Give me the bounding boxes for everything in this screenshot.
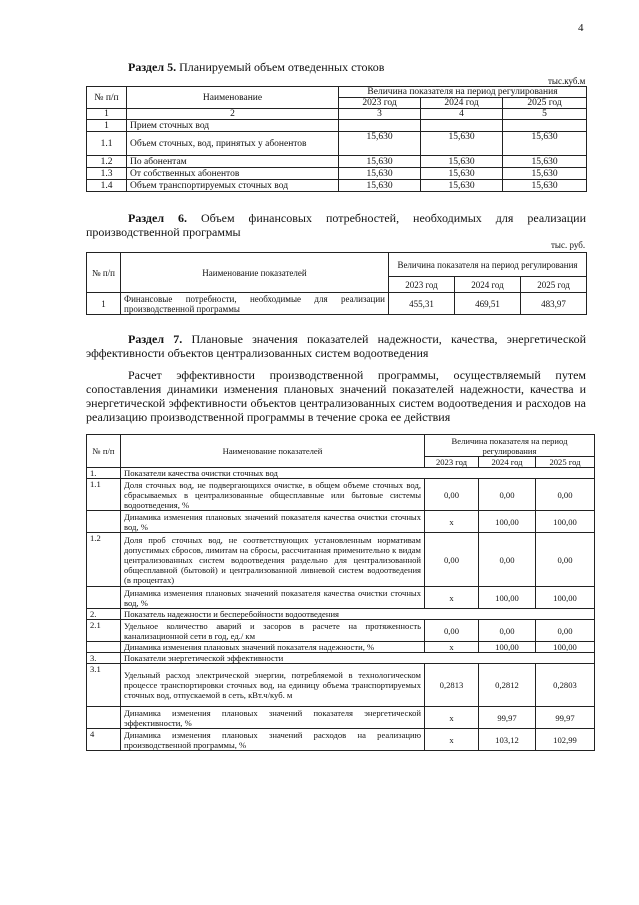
row-value: 99,97 (536, 707, 595, 729)
group-heading: Показатели энергетической эффективности (121, 653, 595, 664)
header-name: Наименование (127, 87, 339, 109)
row-value: 15,630 (339, 156, 421, 168)
row-num: 2.1 (87, 620, 121, 642)
row-num: 1.2 (87, 156, 127, 168)
row-num: 3. (87, 653, 121, 664)
header-year-2024: 2024 год (455, 277, 521, 293)
row-name: Динамика изменения плановых значений расходов на реализацию производственной программы, % (121, 729, 425, 751)
row-value: 483,97 (521, 293, 587, 315)
row-name: Доля проб сточных вод, не соответствующих установленным нормативам допустимых сбросов, лимитам на сбросы, рассчитанная применительно к видам централизованных систем водоотведения раздельно для централизованной общесплавной (бытовой) и централизованной ливневой систем водоотведения (в процентах) (121, 533, 425, 587)
section7-label: Раздел 7. (128, 332, 183, 346)
section6-heading (86, 211, 586, 239)
row-num: 1.2 (87, 533, 121, 587)
row-value: 15,630 (503, 156, 587, 168)
row-value: 469,51 (455, 293, 521, 315)
table-row (87, 293, 587, 315)
header-name: Наименование показателей (121, 435, 425, 468)
row-value (421, 120, 503, 132)
row-value: 455,31 (389, 293, 455, 315)
section6-unit: тыс. руб. (551, 240, 586, 250)
row-num: 1.1 (87, 132, 127, 156)
row-name: Удельное количество аварий и засоров в расчете на протяженность канализационной сети в год, ед./ км (121, 620, 425, 642)
row-num (87, 642, 121, 653)
table-row (87, 511, 595, 533)
table-row (87, 120, 587, 132)
index-cell: 1 (87, 109, 127, 120)
table-row (87, 587, 595, 609)
header-value-group: Величина показателя на период регулирования (425, 435, 595, 457)
row-num: 1 (87, 120, 127, 132)
row-value (503, 120, 587, 132)
row-value: 0,2813 (425, 664, 479, 707)
section6-label: Раздел 6. (128, 211, 188, 225)
row-value: 99,97 (479, 707, 536, 729)
table-row (87, 642, 595, 653)
row-value: 100,00 (479, 587, 536, 609)
row-name: Динамика изменения плановых значений показателя энергетической эффективности, % (121, 707, 425, 729)
table-row (87, 729, 595, 751)
table-row (87, 468, 595, 479)
header-year-2025: 2025 год (503, 98, 587, 109)
row-name: От собственных абонентов (127, 168, 339, 180)
section5-table (86, 86, 587, 192)
row-value: 15,630 (421, 132, 503, 156)
row-value: 15,630 (503, 180, 587, 192)
row-value: 100,00 (479, 511, 536, 533)
header-num: № п/п (87, 253, 121, 293)
row-value: х (425, 511, 479, 533)
section5-heading (128, 60, 384, 74)
row-value: 15,630 (421, 180, 503, 192)
row-value: 15,630 (339, 168, 421, 180)
row-value: 15,630 (339, 132, 421, 156)
row-num (87, 587, 121, 609)
row-name: Прием сточных вод (127, 120, 339, 132)
row-name: Динамика изменения плановых значений показателя надежности, % (121, 642, 425, 653)
section5-unit: тыс.куб.м (548, 76, 586, 86)
table-row (87, 533, 595, 587)
page-number: 4 (578, 22, 584, 34)
row-value: 0,00 (536, 479, 595, 511)
row-value: 103,12 (479, 729, 536, 751)
row-name: Финансовые потребности, необходимые для реализации производственной программы (121, 293, 389, 315)
group-heading: Показатели качества очистки сточных вод (121, 468, 595, 479)
header-year-2025: 2025 год (521, 277, 587, 293)
row-value (339, 120, 421, 132)
row-value: 0,00 (536, 620, 595, 642)
table-row (87, 707, 595, 729)
section6-title: Объем финансовых потребностей, необходимых для реализации производственной программы (86, 211, 586, 239)
table-row (87, 479, 595, 511)
section7-heading (86, 332, 586, 360)
row-value: 100,00 (536, 587, 595, 609)
row-name: По абонентам (127, 156, 339, 168)
row-value: 0,00 (536, 533, 595, 587)
row-value: 15,630 (421, 156, 503, 168)
row-value: 100,00 (479, 642, 536, 653)
row-value: 100,00 (536, 511, 595, 533)
row-num: 2. (87, 609, 121, 620)
index-cell: 5 (503, 109, 587, 120)
row-value: 0,00 (479, 533, 536, 587)
row-value: 0,00 (479, 620, 536, 642)
row-value: 15,630 (503, 132, 587, 156)
table-row (87, 620, 595, 642)
row-value: 15,630 (421, 168, 503, 180)
table-row (87, 156, 587, 168)
row-value: 0,2812 (479, 664, 536, 707)
section5-label: Раздел 5. (128, 60, 177, 74)
row-value: 102,99 (536, 729, 595, 751)
row-value: 0,2803 (536, 664, 595, 707)
header-year-2024: 2024 год (479, 457, 536, 468)
row-num: 3.1 (87, 664, 121, 707)
header-num: № п/п (87, 87, 127, 109)
row-value: 0,00 (425, 620, 479, 642)
row-num (87, 707, 121, 729)
row-name: Объем транспортируемых сточных вод (127, 180, 339, 192)
section6-table (86, 252, 587, 315)
row-value: 0,00 (425, 533, 479, 587)
row-num: 1 (87, 293, 121, 315)
section7-paragraph: Расчет эффективности производственной программы, осуществляемый путем сопоставления динамики изменения плановых значений показателей надежности, качества и энергетической эффективности объектов централизованных систем водоотведения и расходов на реализацию производственной программы в течение срока ее действия (86, 368, 586, 424)
row-value: 0,00 (425, 479, 479, 511)
row-num: 1. (87, 468, 121, 479)
header-num: № п/п (87, 435, 121, 468)
table-row (87, 664, 595, 707)
table-row (87, 609, 595, 620)
header-year-2024: 2024 год (421, 98, 503, 109)
header-year-2023: 2023 год (425, 457, 479, 468)
row-num: 4 (87, 729, 121, 751)
header-value-group: Величина показателя на период регулирования (339, 87, 587, 98)
row-value: 15,630 (503, 168, 587, 180)
header-year-2023: 2023 год (339, 98, 421, 109)
header-value-group: Величина показателя на период регулирования (389, 253, 587, 277)
section7-table (86, 434, 595, 751)
row-name: Удельный расход электрической энергии, потребляемой в технологическом процессе транспортировки сточных вод, на единицу объема транспортируемых сточных вод, отпускаемой в сеть, кВт.ч/куб. м (121, 664, 425, 707)
section5-title: Планируемый объем отведенных стоков (179, 60, 385, 74)
row-name: Объем сточных, вод, принятых у абонентов (127, 132, 339, 156)
index-cell: 3 (339, 109, 421, 120)
index-cell: 2 (127, 109, 339, 120)
row-name: Динамика изменения плановых значений показателя качества очистки сточных вод, % (121, 587, 425, 609)
index-cell: 4 (421, 109, 503, 120)
table-row (87, 132, 587, 156)
row-value: 15,630 (339, 180, 421, 192)
group-heading: Показатель надежности и бесперебойности водоотведения (121, 609, 595, 620)
section7-title: Плановые значения показателей надежности, качества, энергетической эффективности объектов централизованных систем водоотведения (86, 332, 586, 360)
row-name: Динамика изменения плановых значений показателя качества очистки сточных вод, % (121, 511, 425, 533)
table-row (87, 180, 587, 192)
header-name: Наименование показателей (121, 253, 389, 293)
table-row (87, 653, 595, 664)
row-num (87, 511, 121, 533)
table-row (87, 168, 587, 180)
row-value: 100,00 (536, 642, 595, 653)
row-value: 0,00 (479, 479, 536, 511)
header-year-2023: 2023 год (389, 277, 455, 293)
row-num: 1.4 (87, 180, 127, 192)
row-value: х (425, 707, 479, 729)
row-value: х (425, 729, 479, 751)
row-name: Доля сточных вод, не подвергающихся очистке, в общем объеме сточных вод, сбрасываемых в централизованные общесплавные или бытовые системы водоотведения, % (121, 479, 425, 511)
row-num: 1.3 (87, 168, 127, 180)
row-value: х (425, 642, 479, 653)
header-year-2025: 2025 год (536, 457, 595, 468)
row-value: х (425, 587, 479, 609)
row-num: 1.1 (87, 479, 121, 511)
